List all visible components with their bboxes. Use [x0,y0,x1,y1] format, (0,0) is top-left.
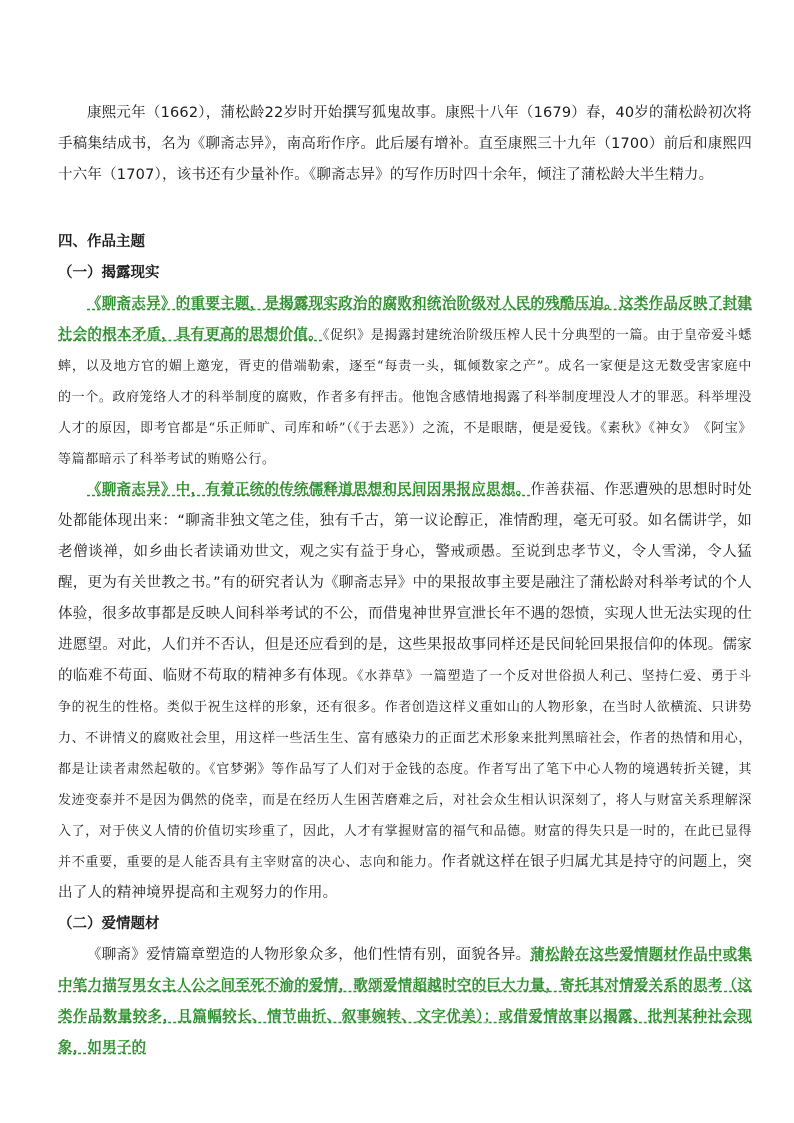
subsection-heading-reality: （一）揭露现实 [58,265,160,281]
reality-body: 《促织》是揭露封建统治阶级压榨人民十分典型的一篇。由于皇帝爱斗蟋蟀，以及地方官的媚上邀宠，胥吏的借端勒索，逐至“每责一头，辄倾数家之产”。成名一家便是这无数受害家庭中的一个。政府笼络人才的科举制度的腐败，作者多有抨击。他饱含感情地揭露了科举制度埋没人才的罪恶。科举埋没人才的原因，即考官都是“乐正师旷、司库和峤”（《于去恶》）之流，不是眼瞎，便是爱钱。《素秋》《神女》 《阿宝》等篇都暗示了科举考试的贿赂公行。 [58,328,752,467]
section-heading: 四、作品主题 [58,234,145,250]
highlight-reality: 《聊斋志异》的重要主题，是揭露现实政治的腐败和统治阶级对人民的残酷压迫。这类作品反映了封建社会的根本矛盾，具有更高的思想价值。 [58,296,752,343]
reality-paragraph [58,289,752,475]
karma-paragraph [58,475,752,909]
karma-body-b: 《水莽草》一篇塑造了一个反对世俗损人利己、坚持仁爱、勇于斗争的祝生的性格。类似于祝生这样的形象，还有很多。作者创造这样义重如山的人物形象，在当时人欲横流、只讲势力、不讲情义的腐败社会里，用这样一些活生生、富有感染力的正面艺术形象来批判黑暗社会，作者的热情和用心，都是让读者肃然起敬的。《官梦粥》等作品写了人们对于金钱的态度。作者写出了笔下中心人物的境遇转折关键，其发迹变泰并不是因为偶然的侥幸，而是在经历人生困苦磨难之后，对社会众生相认识深刻了，将人与财富关系理解深入了，对于侠义人情的价值切实珍重了，因此，人才有掌握财富的福气和品德。财富的得失只是一时的，在此已显得并不重要，重要的是人能否具有主宰财富的决心、志向和能力。 [58,669,753,870]
karma-body-c: 作者就这样在银子归属尤其是持守的问题上，突出了人的精神境界提高和主观努力的作用。 [58,854,752,901]
highlight-karma: 《聊斋志异》中，有着正统的传统儒释道思想和民间因果报应思想。 [87,482,531,498]
intro-paragraph: 康熙元年（1662），蒲松龄22岁时开始撰写狐鬼故事。康熙十八年（1679）春，40岁的蒲松龄初次将手稿集结成书，名为《聊斋志异》，南高珩作序。此后屡有增补。直至康熙三十九年（1700）前后和康熙四十六年（1707），该书还有少量补作。《聊斋志异》的写作历时四十余年，倾注了蒲松龄大半生精力。 [58,105,752,183]
karma-body-a: 作善获福、作恶遭殃的思想时时处处都能体现出来：“聊斋非独文笔之佳，独有千古，第一议论醇正，准情酌理，毫无可驳。如名儒讲学，如老僧谈禅，如乡曲长者读诵劝世文，观之实有益于身心，警戒顽愚。至说到忠孝节义，令人雪涕，令人猛醒，更为有关世教之书。”有的研究者认为《聊斋志异》中的果报故事主要是融注了蒲松龄对科举考试的个人体验，很多故事都是反映人间科举考试的不公，而借鬼神世界宣泄长年不遇的怨愤，实现人世无法实现的仕进愿望。对此，人们并不否认，但是还应看到的是，这些果报故事同样还是民间轮回果报信仰的体现。儒家的临难不苟面、临财不苟取的精神多有体现。 [58,482,753,684]
subsection-heading-love: （二）爱情题材 [58,916,160,932]
highlight-love: 蒲松龄在这些爱情题材作品中或集中笔力描写男女主人公之间至死不渝的爱情，歌颂爱情超越时空的巨大力量，寄托其对情爱关系的思考（这类作品数量较多，且篇幅较长、情节曲折、叙事婉转、文字优美）；或借爱情故事以揭露、批判某种社会现象，如男子的 [58,947,753,1056]
love-body: 《聊斋》爱情篇章塑造的人物形象众多，他们性情有别，面貌各异。 [87,947,531,963]
love-paragraph [58,940,752,1064]
document-page [58,98,752,1064]
